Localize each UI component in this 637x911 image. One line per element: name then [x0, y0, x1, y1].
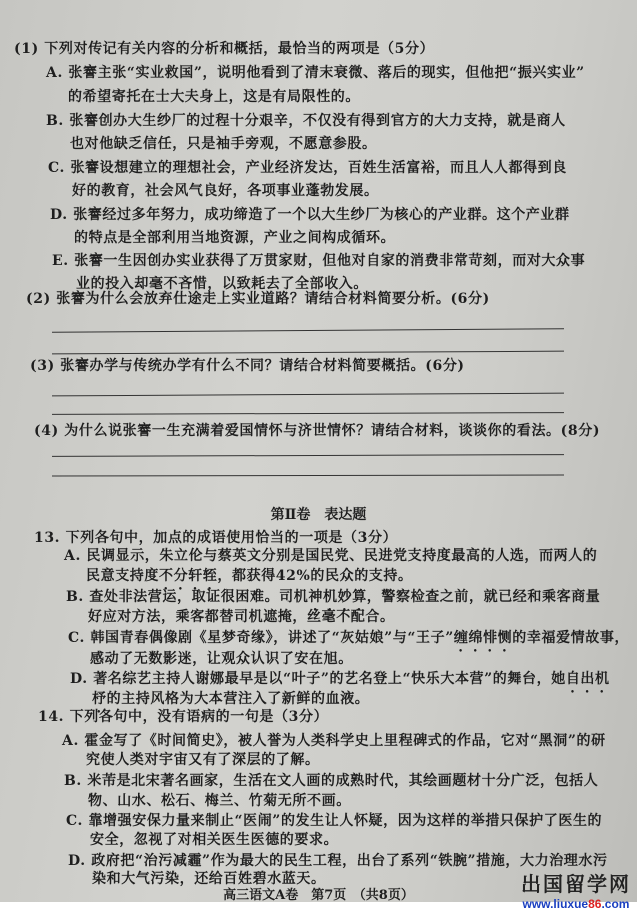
q12-option-e-line1: E. 张謇一生因创办实业获得了万贯家财，但他对自家的消费非常苛刻，而对大众事 [52, 253, 586, 269]
q14-option-a-line2: 究使人类对宇宙又有了深层的了解。 [86, 752, 320, 768]
q14-option-d-line2: 染和大气污染，还给百姓碧水蓝天。 [92, 871, 326, 887]
text: 民意支持度 [86, 568, 159, 584]
q12-option-b-line1: B. 张謇创办大生纱厂的过程十分艰辛，不仅没有得到官方的大力支持，就是商人 [46, 113, 566, 129]
q12-option-b-line2: 也对他缺乏信任，只是袖手旁观，不愿意参股。 [70, 136, 377, 152]
answer-line [52, 475, 564, 477]
text: 的主持风格为大本营注入了新鲜的血液。 [106, 691, 370, 707]
q12-option-a-line1: A. 张謇主张“实业救国”，说明他看到了清末衰微、落后的现实，但他把“振兴实业” [46, 65, 585, 81]
emphasized-idiom: 神机妙算 [308, 589, 367, 605]
watermark-logo [521, 868, 631, 911]
text: ，都获得42%的民众的支持。 [217, 568, 413, 584]
q12-option-d-line2: 的特点是全部利用当地资源，产业之间构成循环。 [74, 230, 396, 246]
q14-option-c-line2: 安全，忽视了对相关医生医德的要求。 [90, 832, 339, 848]
q12-sub3-prompt: (3) 张謇办学与传统办学有什么不同？请结合材料简要概括。(6分) [30, 358, 465, 374]
answer-line [52, 412, 564, 415]
q14-option-c-line1: C. 靠增强安保力量来制止“医闹”的发生让人怀疑，因为这样的举措只保护了医生的 [66, 813, 603, 829]
q12-option-c-line2: 好的教育，社会风气良好，各项事业蓬勃发展。 [72, 183, 379, 199]
text: 的幸福爱情故事， [512, 630, 630, 646]
q13-option-c-line2: 感动了无数影迷，让观众认识了安在旭。 [90, 651, 353, 667]
page-footer: 高三语文A卷 第7页 （共8页） [223, 888, 414, 903]
emphasized-idiom: 不分轩轾 [159, 568, 218, 584]
q12-option-c-line1: C. 张謇设想建立的理想社会，产业经济发达，百姓生活富裕，而且人人都得到良 [48, 160, 567, 176]
q13-option-a-line1: A. 民调显示，朱立伦与蔡英文分别是国民党、民进党支持度最高的人选，而两人的 [64, 548, 598, 564]
q12-sub4-prompt: (4) 为什么说张謇一生充满着爱国情怀与济世情怀？请结合材料，谈谈你的看法。(8分) [34, 423, 601, 439]
q14-option-b-line1: B. 米芾是北宋著名画家，生活在文人画的成熟时代，其绘画题材十分广泛，包括人 [64, 773, 599, 789]
emphasized-idiom: 缠绵悱恻 [453, 630, 513, 646]
q12-option-d-line1: D. 张謇经过多年努力，成功缔造了一个以大生纱厂为核心的产业群。这个产业群 [50, 207, 570, 223]
text: D. 著名综艺主持人谢娜最早是以“叶子”的艺名登上“快乐大本营”的舞台，她 [70, 671, 566, 687]
watermark-text: 出国留学网 [521, 872, 631, 896]
url-part: 86 [588, 897, 602, 911]
q13-option-b-line2: 好应对方法，乘客都替司机遮掩，丝毫不配合。 [88, 609, 395, 625]
emphasized-idiom: 自出机 [565, 671, 610, 687]
answer-line [52, 328, 564, 333]
q14-option-a-line1: A. 霍金写了《时间简史》，被人誉为人类科学史上里程碑式的作品，它对“黑洞”的研 [62, 733, 606, 749]
answer-line [52, 393, 564, 397]
emphasized-idiom: 杼 [92, 691, 107, 707]
q12-sub2-prompt: (2) 张謇为什么会放弃仕途走上实业道路？请结合材料简要分析。(6分) [26, 291, 490, 307]
q12-option-e-line2: 业的投入却毫不吝惜，以致耗去了全部收入。 [76, 276, 368, 292]
watermark-url [521, 897, 631, 911]
q12-option-a-line2: 的希望寄托在士大夫身上，这是有局限性的。 [68, 89, 360, 105]
url-part: www.liuxue [522, 897, 589, 911]
text: ，警察检查之前，就已经和乘客商量 [366, 589, 601, 605]
text: B. 查处非法营运，取证很困难。司机 [66, 589, 309, 605]
answer-line [52, 351, 564, 355]
section-title: 第Ⅱ卷 表达题 [270, 507, 367, 523]
q14-prompt: 14. 下列各句中，没有语病的一句是（3分） [38, 709, 329, 725]
url-part: .com [601, 897, 630, 911]
q14-option-b-line2: 物、山水、松石、梅兰、竹菊无所不画。 [88, 793, 351, 809]
q13-prompt: 13. 下列各句中，加点的成语使用恰当的一项是（3分） [34, 530, 398, 546]
text: C. 韩国青春偶像剧《星梦奇缘》，讲述了“灰姑娘”与“王子” [68, 630, 454, 646]
answer-line [52, 454, 564, 457]
q12-sub1-prompt: (1) 下列对传记有关内容的分析和概括，最恰当的两项是（5分） [14, 41, 435, 57]
q14-option-d-line1: D. 政府把“治污减霾”作为最大的民生工程，出台了系列“铁腕”措施，大力治理水污 [68, 853, 608, 869]
